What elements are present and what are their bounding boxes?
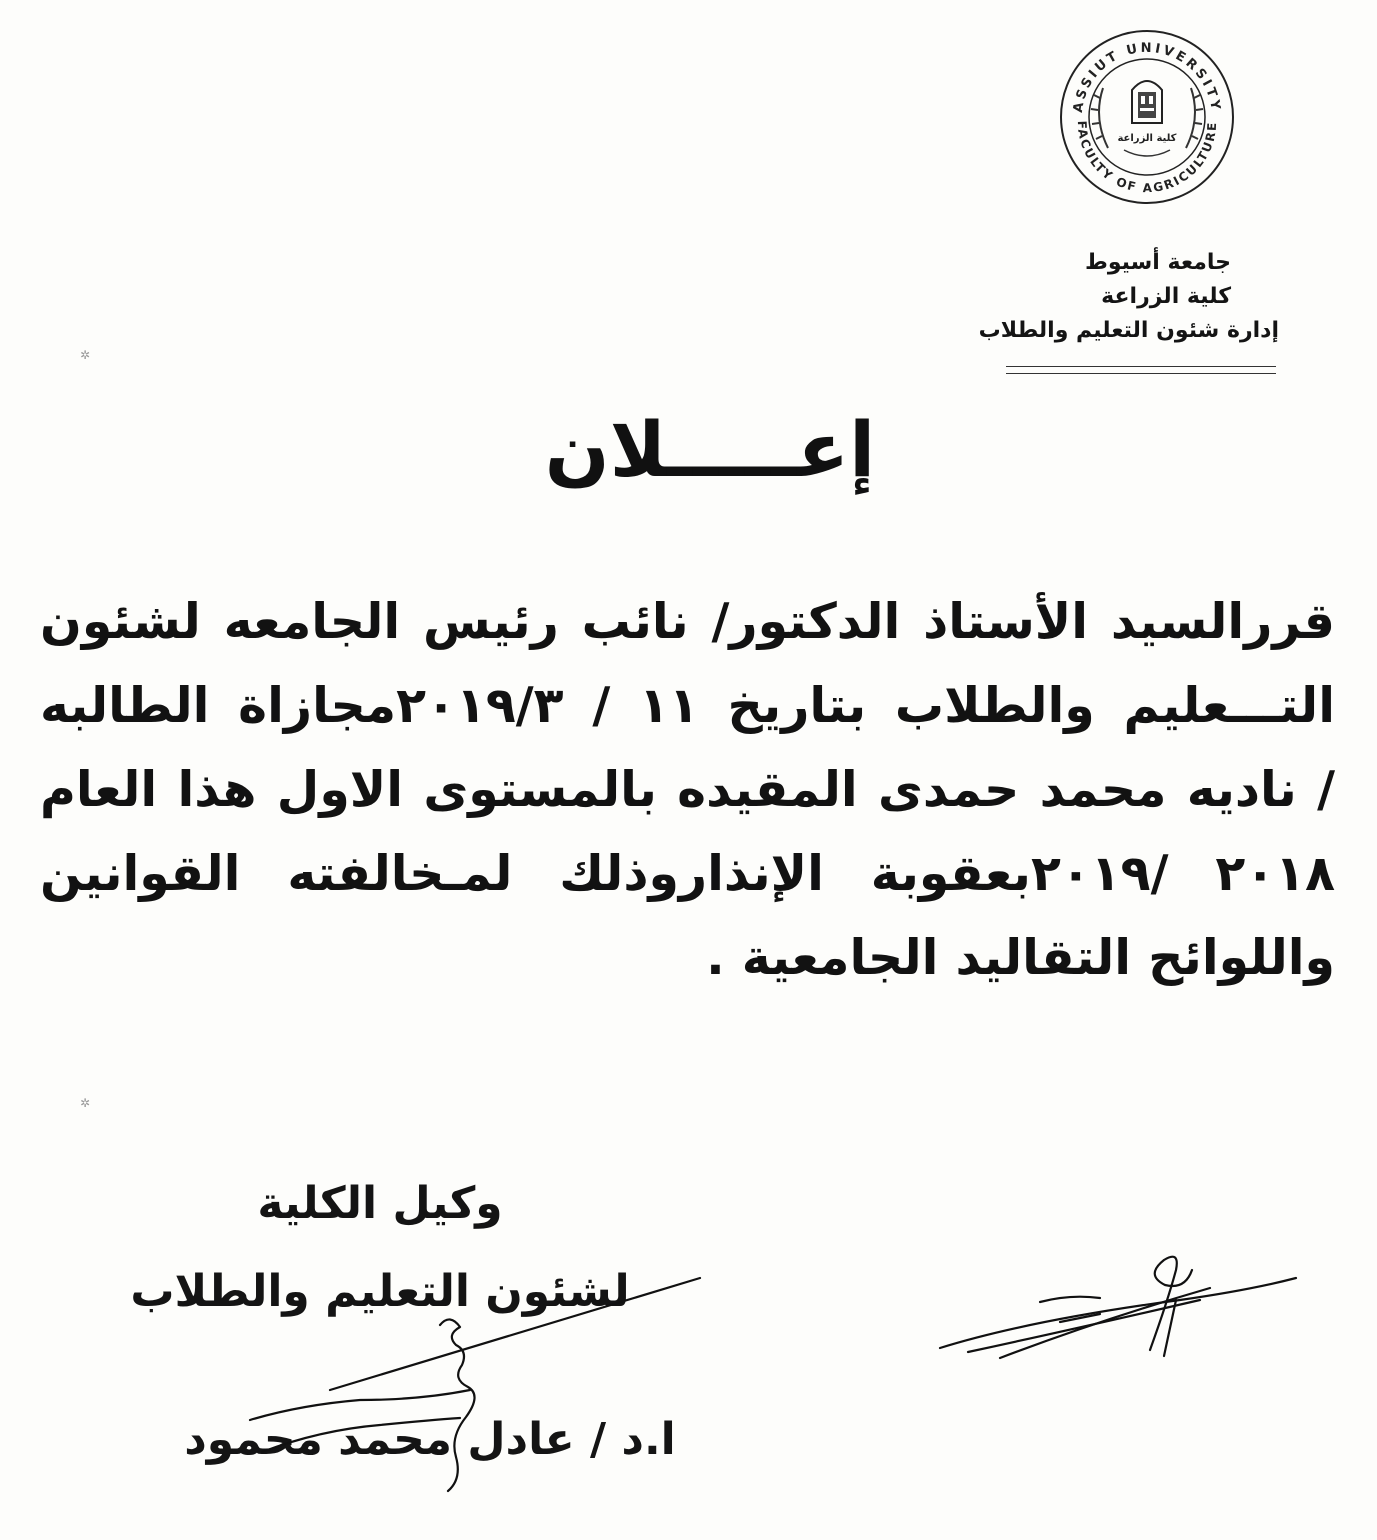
signature-block <box>120 1160 640 1336</box>
scan-speck: ✲ <box>80 348 91 362</box>
signatory-department: لشئون التعليم والطلاب <box>130 1266 630 1317</box>
department-name: إدارة شئون التعليم والطلاب <box>978 318 1279 343</box>
page-title: إعـــــلان <box>544 405 876 494</box>
body-line: واللوائح التقاليد الجامعية . <box>706 929 1335 986</box>
signature-stroke <box>1150 1257 1192 1350</box>
university-name: جامعة أسيوط <box>1085 250 1231 275</box>
signature-stroke <box>1164 1300 1176 1356</box>
scan-speck: ✲ <box>80 1096 91 1110</box>
signature-stroke <box>968 1300 1200 1352</box>
seal-gate-icon <box>1132 81 1162 123</box>
header-divider <box>1006 366 1276 374</box>
seal-top-text: ASSIUT UNIVERSITY <box>1070 40 1224 114</box>
signatory-title: وكيل الكلية <box>257 1178 503 1229</box>
body-line: التـــعليم والطلاب بتاريخ ١١ / ٢٠١٩/٣مجازاة الطالبه <box>40 677 1336 734</box>
seal-bottom-text: FACULTY OF AGRICULTURE <box>1074 120 1220 196</box>
signature-stroke <box>1000 1288 1210 1358</box>
announcement-body <box>40 580 1335 1000</box>
seal-inner-text: كلية الزراعة <box>1117 133 1177 144</box>
body-line: / ناديه محمد حمدى المقيده بالمستوى الاول هذا العام <box>40 761 1335 818</box>
signatory-name: ا.د / عادل محمد محمود <box>184 1414 676 1465</box>
signature-stroke <box>1040 1297 1100 1322</box>
signature-stroke <box>940 1278 1296 1348</box>
letterhead <box>901 246 1279 348</box>
faculty-name: كلية الزراعة <box>1101 284 1231 309</box>
body-line: قررالسيد الأستاذ الدكتور/ نائب رئيس الجامعه لشئون <box>40 593 1335 650</box>
svg-text:FACULTY OF AGRICULTURE <box>1075 120 1219 195</box>
body-line: ٢٠١٨ /٢٠١٩بعقوبة الإنذاروذلك لمـخالفته القوانين <box>40 845 1335 902</box>
university-seal-logo <box>1058 28 1236 206</box>
